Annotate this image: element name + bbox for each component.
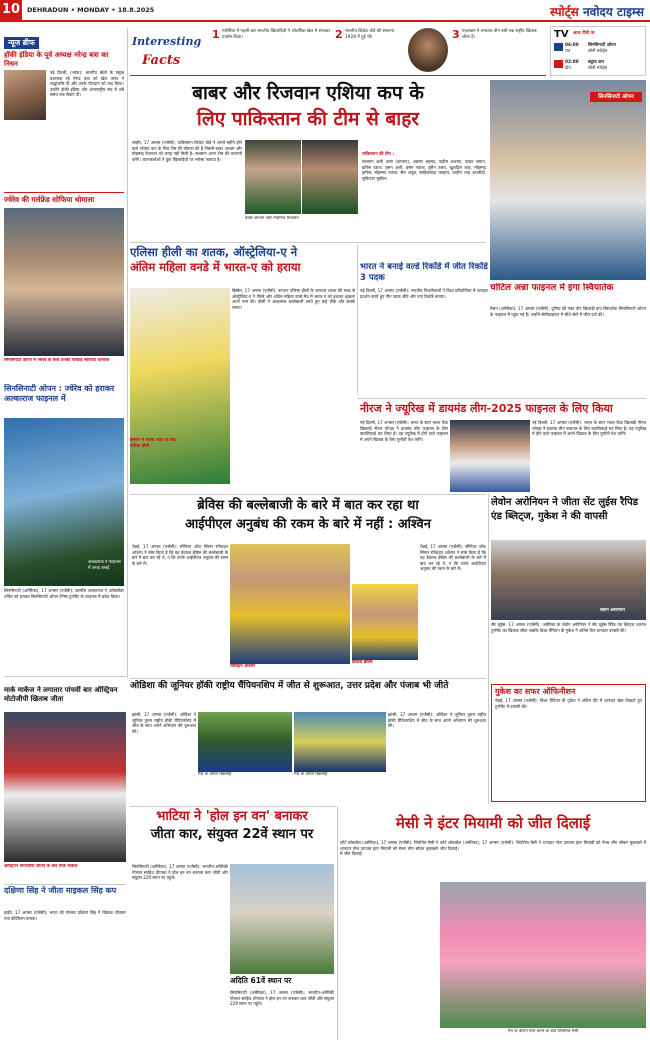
babar-body: लाहौर, 17 अगस्त (एजेंसी): पाकिस्तान क्रिकेट बोर्ड ने अगले महीने होने वाले एशिया कप के लिए टीम की घोषणा की है जिसमें बाबर आजम और मोहम्मद रिजवान को जगह नहीं मिली है। सलमान आगा टीम की कप्तानी करेंगे। चयनकर्ताओं ने युवा खिलाड़ियों पर भरोसा जताया है। [132, 140, 242, 162]
hockey-body-cont: झांसी, 17 अगस्त (एजेंसी): ओडिशा ने जूनियर पुरुष राष्ट्रीय हॉकी चैंपियनशिप में जीत के साथ अपने अभियान की शुरुआत की। [388, 712, 486, 729]
ashwin-headline-line2: आईपीएल अनुबंध की रकम के बारे में नहीं : अश्विन [185, 517, 431, 532]
divider [130, 242, 486, 243]
channel-icon [554, 60, 563, 68]
golf-body-cont: सिनसिनाटी (अमेरिका), 17 अगस्त (एजेंसी): भारतीय-अमेरिकी गोल्फर साहिथ थीगाला ने होल इन वन बनाकर कार जीती और संयुक्त 22वें स्थान पर पहुंचे। [230, 990, 334, 1007]
squad-label: पाकिस्तान की टीम : [362, 152, 395, 157]
gukesh-box [491, 684, 646, 802]
fact2-number: 2 [335, 28, 343, 41]
gukesh-title: गुकेश का सफर ऑफिनीशन [495, 687, 576, 696]
divider [130, 806, 336, 807]
ellyse-caption: ब्रिस्बेन में शतक जड़ने के बाद एलिसा हीली [130, 438, 176, 449]
ellyse-headline [130, 245, 355, 287]
motogp-headline: मार्क मार्केज ने लगातार पांचवीं बार ऑस्ट्रियन मोटोजीपी खिताब जीता [4, 686, 118, 703]
story2-headline: ज्वेरेव की गर्लफ्रेंड सोफिया थोमाला [4, 195, 95, 204]
tv-subtitle: आज टीवी पर [573, 31, 595, 36]
babar-photo [245, 140, 301, 214]
tv-event: सिनसिनाटी ओपन [588, 43, 616, 48]
pakistan-squad [362, 140, 486, 240]
masthead [0, 0, 650, 22]
wrestler-photo [408, 28, 448, 72]
interesting-facts [130, 26, 546, 76]
golf-headline-line2: जीता कार, संयुक्त 22वें स्थान पर [150, 827, 314, 842]
hockey-caption-2: मैच के दौरान खिलाड़ी [294, 772, 328, 777]
golf-headline-line1: भाटिया ने 'होल इन वन' बनाकर [156, 809, 308, 824]
aronian-headline: लेवोन अरोनियन ने जीता सेंट लुईस रैपिड एंड ब्लिट्ज, गुकेश ने की वापसी [491, 497, 638, 522]
ashwin-headline [130, 496, 486, 540]
fact3: पहलवान ने लगातार तीन वर्षों तक राष्ट्रीय खिताब जीता है। [462, 29, 537, 40]
story3-headline-wrap [4, 384, 124, 416]
gukesh-body: चेन्नई, 17 अगस्त (एजेंसी): विश्व चैंपियन डी गुकेश ने अंतिम दौर में शानदार खेल दिखाते हुए टूर्नामेंट में वापसी की। [495, 698, 644, 709]
tv-channel: सोनी स्पोर्ट्स [588, 66, 608, 71]
chopra-body-cont: नई दिल्ली, 17 अगस्त (एजेंसी): भारत के स्टार भाला फेंक खिलाड़ी नीरज चोपड़ा ने डायमंड लीग फाइनल के लिए क्वालिफाई कर लिया है। वह ज्यूरिख में होने वाले फाइनल में अपने खिताब के लिए चुनौती पेश करेंगे। [532, 420, 646, 437]
ellyse-headline-line1: एलिसा हीली का शतक, ऑस्ट्रेलिया-ए ने [130, 245, 298, 259]
news-brief [4, 30, 124, 140]
tv-guide [550, 26, 646, 76]
page-number: 10 [0, 0, 22, 20]
news-brief-label: न्यूज ब्रीफ [4, 37, 39, 49]
brand-logo [550, 3, 644, 20]
ashwin-headline-line1: ब्रेविस की बल्लेबाजी के बारे में बात कर रहा था [197, 498, 419, 513]
chopra-headline: नीरज ने ज्यूरिख में डायमंड लीग-2025 फाइनल के लिए किया [360, 402, 613, 415]
cincinnati-label: सिनसिनाटी ओपन [590, 92, 642, 102]
story3-headline: सिनसिनाटी ओपन : ज्वेरेव को हराकर अल्काराज फाइनल में [4, 384, 115, 403]
ashwin-caption: रविचंद्रन अश्विन [230, 664, 256, 669]
ashwin-photo [230, 544, 350, 664]
babar-caption: बाबर आजम और मोहम्मद रिजवान [245, 216, 299, 221]
aronian-body: सेंट लुईस, 17 अगस्त (एजेंसी): अमेरिका के लेवोन अरोनियन ने सेंट लुईस रैपिड एंड ब्लिट्ज शतरंज टूर्नामेंट का खिताब जीता जबकि विश्व चैंपियन डी गुकेश ने अंतिम दिन शानदार वापसी की। [491, 622, 646, 633]
tv-row [554, 43, 644, 58]
world-record-body: नई दिल्ली, 17 अगस्त (एजेंसी): भारतीय निशानेबाजों ने विश्व प्रतियोगिता में शानदार प्रदर्शन करते हुए तीन पदक जीते और नया रिकॉर्ड बनाया। [360, 288, 488, 299]
babar-headline-line2: लिए पाकिस्तान की टीम से बाहर [196, 108, 420, 130]
brand-left: स्पोर्ट्स [550, 5, 579, 19]
ellyse-headline-line2: अंतिम महिला वनडे में भारत-ए को हराया [130, 260, 301, 274]
story2-headline-wrap [4, 195, 124, 207]
golf-subheadline: अदिति 61वें स्थान पर [230, 976, 292, 985]
channel-icon [554, 43, 563, 51]
batra-photo [4, 70, 46, 120]
tv-unit: दोप. [565, 66, 573, 71]
divider [130, 494, 486, 495]
hockey-photo-1 [198, 712, 292, 772]
hockey-photo-2 [294, 712, 386, 772]
ashwin-body-cont: चेन्नई, 17 अगस्त (एजेंसी): सीनियर ऑफ स्पिनर रविचंद्रन अश्विन ने स्पष्ट किया है कि वह डेवाल्ड ब्रेविस की बल्लेबाजी के बारे में बात कर रहे थे, न कि उनके आईपीएल अनुबंध की रकम के बारे में। [420, 544, 486, 572]
chopra-body: नई दिल्ली, 17 अगस्त (एजेंसी): भारत के स्टार भाला फेंक खिलाड़ी नीरज चोपड़ा ने डायमंड लीग फाइनल के लिए क्वालिफाई कर लिया है। वह ज्यूरिख में होने वाले फाइनल में अपने खिताब के लिए चुनौती पेश करेंगे। [360, 420, 448, 442]
sofia-photo [4, 208, 124, 356]
chopra-photo [450, 420, 530, 492]
fact2: भारतीय क्रिकेट बोर्ड की स्थापना 1928 में हुई थी। [345, 29, 394, 40]
rizwan-photo [302, 140, 358, 214]
ellyse-body: ब्रिस्बेन, 17 अगस्त (एजेंसी): कप्तान एलिसा हीली के शानदार शतक की मदद से ऑस्ट्रेलिया-ए ने तीसरे और अंतिम महिला वनडे मैच में भारत-ए को हराकर श्रृंखला अपने नाम की। हीली ने आक्रामक बल्लेबाजी करते हुए कई चौके और छक्के लगाए। [232, 288, 355, 310]
facts-title-prefix: Interesting [132, 35, 202, 48]
aronian-caption: लेवोन अरोनियन [600, 608, 625, 613]
column-rule [357, 245, 358, 395]
column-rule [488, 494, 489, 804]
hockey-body: झांसी, 17 अगस्त (एजेंसी): ओडिशा ने जूनियर पुरुष राष्ट्रीय हॉकी चैंपियनशिप में जीत के साथ अपने अभियान की शुरुआत की। [132, 712, 196, 734]
tv-time: 06:00 [565, 43, 579, 48]
cincinnati-headline: चोटिल अन्ना फाइनल में इगा स्वियातेक [490, 283, 614, 293]
ashwin-body: चेन्नई, 17 अगस्त (एजेंसी): सीनियर ऑफ स्पिनर रविचंद्रन अश्विन ने स्पष्ट किया है कि वह डेवाल्ड ब्रेविस की बल्लेबाजी के बारे में बात कर रहे थे, न कि उनके आईपीएल अनुबंध की रकम के बारे में। [132, 544, 228, 566]
story3-caption: अल्काराज ने फाइनल में जगह बनाई [88, 560, 121, 571]
brand-right: नवोदय टाइम्स [582, 5, 644, 19]
squad-list: सलमान अली आगा (कप्तान), अबरार अहमद, फहीम अशरफ, फखर जमान, हारिस रऊफ, हसन अली, हसन नवाज, हुसैन तलत, खुशदिल शाह, मोहम्मद हारिस, मोहम्मद नवाज, सैम अयूब, साहिबजादा फरहान, शाहीन शाह अफरीदी, सुफियान मुकीम। [362, 159, 486, 181]
news-brief-body: नई दिल्ली, (भाषा): भारतीय खेलों के प्रमुख प्रशासक रहे नरेन्द्र बत्रा को खेल जगत ने श्रद्धांजलि दी और उनके योगदान को याद किया। उन्होंने हॉकी इंडिया और अंतरराष्ट्रीय संघ में लंबे समय तक सेवाएं दीं। [50, 70, 124, 98]
news-brief-headline: हॉकी इंडिया के पूर्व अध्यक्ष नरेन्द्र बत्रा का निधन [4, 51, 109, 68]
facts-title-suffix: Facts [142, 53, 181, 68]
tennis-photo [490, 80, 646, 280]
tv-time: 02:00 [565, 60, 579, 65]
tv-channel: सोनी स्पोर्ट्स [588, 49, 608, 54]
world-record-headline: भारत ने बनाई वर्ल्ड रिकॉर्ड में जीत रिकॉर्ड 3 पदक [360, 262, 488, 283]
marquez-photo [4, 712, 126, 862]
fact1: मलेशिया में पहली बार भारतीय खिलाड़ियों ने ओलंपिक खेल में शानदार प्रदर्शन किया। [222, 29, 331, 40]
hockey-headline: ओडिशा की जूनियर हॉकी राष्ट्रीय चैंपियनशिप में जीत से शुरूआत, उत्तर प्रदेश और पंजाब भी जीते [130, 681, 449, 691]
story2-caption: सिनसिनाटी ओपन में ज्वेरेव के साथ उनकी गर्लफ्रेंड सोफिया थोमाला [4, 358, 110, 363]
babar-headline-line1: बाबर और रिजवान एशिया कप के [192, 82, 424, 104]
tv-row [554, 60, 644, 75]
hockey-caption-1: मैच के दौरान खिलाड़ी [198, 772, 232, 777]
divider [4, 884, 126, 885]
dateline: DEHRADUN • MONDAY • 18.8.2025 [27, 6, 155, 14]
golf-headline [130, 808, 334, 864]
messi-caption: मैच के दौरान गोल करने के बाद लियोनेल मेसी [507, 1029, 579, 1034]
fact3-number: 3 [452, 28, 460, 41]
cincinnati-body: मेसन (अमेरिका), 17 अगस्त (एजेंसी): दुनिया की नंबर तीन खिलाड़ी इगा स्वियातेक सिनसिनाटी ओपन के फाइनल में पहुंच गई हैं। उन्होंने सेमीफाइनल में सीधे सेटों में जीत दर्ज की। [490, 306, 646, 317]
tv-unit: रात [565, 49, 571, 54]
column-rule [337, 806, 338, 1040]
brevis-caption: डेवाल्ड ब्रेविस [352, 660, 373, 665]
story3-body: सिनसिनाटी (अमेरिका), 17 अगस्त (एजेंसी): कार्लोस अल्काराज ने अलेक्जेंडर ज्वेरेव को हराकर सिनसिनाटी ओपन टेनिस टूर्नामेंट के फाइनल में प्रवेश किया। [4, 588, 124, 599]
golf-body: सिनसिनाटी (अमेरिका), 17 अगस्त (एजेंसी): भारतीय-अमेरिकी गोल्फर साहिथ थीगाला ने होल इन वन बनाकर कार जीती और संयुक्त 22वें स्थान पर पहुंचे। [132, 864, 228, 881]
divider [357, 398, 646, 399]
messi-body-cont: फोर्ट लॉडरडेल (अमेरिका), 17 अगस्त (एजेंसी): लियोनेल मेसी ने शानदार गोल दागकर इंटर मियामी को मेजर लीग सॉकर मुकाबले में जीत दिलाई। [440, 840, 646, 851]
divider [4, 676, 126, 677]
dakshin-headline: दक्षिणा सिंह ने जीता माइकल सिंह कप [4, 886, 117, 895]
tv-event: ड्यूरंड कप [588, 60, 604, 65]
column-rule [127, 28, 128, 678]
brevis-photo [352, 584, 418, 660]
divider [4, 192, 124, 193]
aditi-photo [230, 864, 334, 974]
divider [130, 678, 486, 679]
motogp-caption: ऑस्ट्रियन मोटोजीपी जीतने के बाद मार्क मार्केज [4, 864, 78, 869]
messi-headline: मेसी ने इंटर मियामी को जीत दिलाई [395, 814, 591, 832]
fact1-number: 1 [212, 28, 220, 41]
dakshin-body: हाईवे, 17 अगस्त (एजेंसी): भारत की गोल्फर दक्षिणा सिंह ने खिताब जीतकर नया कीर्तिमान बनाया। [4, 910, 126, 921]
tv-label: TV [554, 29, 569, 40]
babar-headline [130, 80, 486, 138]
messi-body: फोर्ट लॉडरडेल (अमेरिका), 17 अगस्त (एजेंसी): लियोनेल मेसी ने शानदार गोल दागकर इंटर मियामी को मेजर लीग सॉकर मुकाबले में जीत दिलाई। [340, 840, 438, 857]
messi-photo [440, 882, 646, 1028]
facts-title [132, 30, 201, 68]
